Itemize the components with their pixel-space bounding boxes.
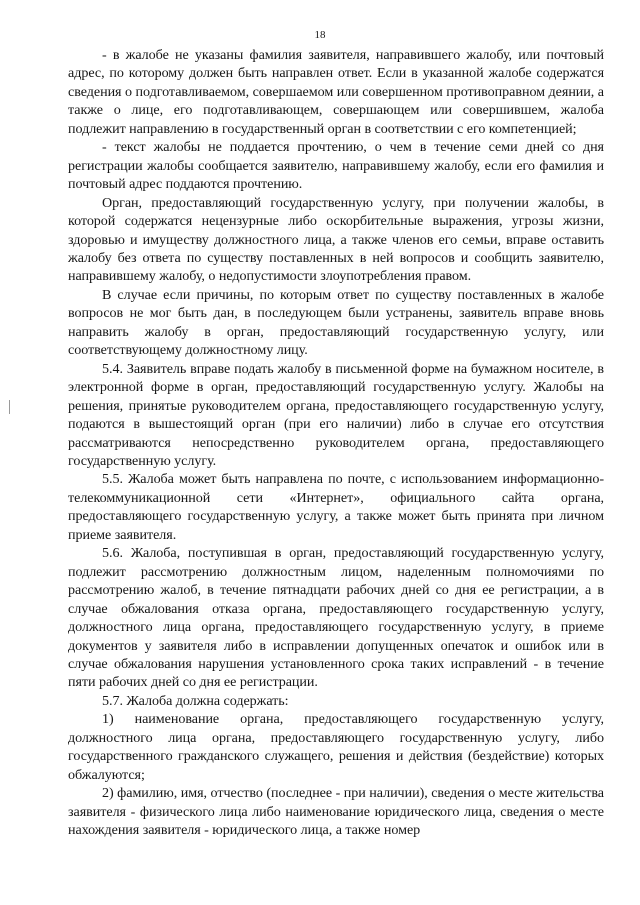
paragraph-unreadable-text: - текст жалобы не поддается прочтению, о чем в течение семи дней со дня регистрации жалобы сообщается заявителю, направившему жалобу, если его фамилия и почтовый адрес поддаются прочтению. — [68, 139, 604, 193]
paragraph-5-7-item-2: 2) фамилию, имя, отчество (последнее - при наличии), сведения о месте жительства заявителя - физического лица либо наименование юридического лица, сведения о месте нахождения заявителя - юридического лица, а также номер — [68, 785, 604, 839]
paragraph-5-7: 5.7. Жалоба должна содержать: — [102, 692, 289, 709]
paragraph-5-4: 5.4. Заявитель вправе подать жалобу в письменной форме на бумажном носителе, в электронной форме в орган, предоставляющий государственную услугу. Жалобы на решения, принятые руководителем органа, предоставляющего государственную услугу, подаются в вышестоящий орган (при его наличии) либо в случае его отсутствия рассматриваются непосредственно руководителем органа, предоставляющего государственную услугу. — [68, 360, 604, 469]
paragraph-abusive-language: Орган, предоставляющий государственную услугу, при получении жалобы, в которой содержатся нецензурные либо оскорбительные выражения, угрозы жизни, здоровью и имуществу должностного лица, а также членов его семьи, вправе оставить жалобу без ответа по существу поставленных в ней вопросов и сообщить заявителю, направившему жалобу, о недопустимости злоупотребления правом. — [68, 194, 604, 285]
margin-scan-mark — [9, 400, 10, 414]
paragraph-5-6: 5.6. Жалоба, поступившая в орган, предоставляющий государственную услугу, подлежит рассмотрению должностным лицом, наделенным полномочиями по рассмотрению жалоб, в течение пятнадцати рабочих дней со дня ее регистрации, а в случае обжалования отказа органа, предоставляющего государственную услугу, должностного лица органа, предоставляющего государственную услугу, в приеме документов у заявителя либо в исправлении допущенных опечаток и ошибок или в случае обжалования нарушения установленного срока таких исправлений - в течение пяти рабочих дней со дня ее регистрации. — [68, 545, 604, 691]
paragraph-complaint-no-sender: - в жалобе не указаны фамилия заявителя, направившего жалобу, или почтовый адрес, по которому должен быть направлен ответ. Если в указанной жалобе содержатся сведения о подготавливаемом, совершаемом или совершенном противоправном деянии, а также о лице, его подготавливающем, совершающем или совершившем, жалоба подлежит направлению в государственный орган в соответствии с его компетенцией; — [68, 47, 604, 137]
paragraph-5-7-item-1: 1) наименование органа, предоставляющего государственную услугу, должностного лица органа, предоставляющего государственную услугу, либо государственного гражданского служащего, решения и действия (бездействие) которых обжалуются; — [68, 711, 604, 783]
page-number: 18 — [314, 29, 326, 41]
document-body — [68, 46, 604, 839]
paragraph-reasons-eliminated: В случае если причины, по которым ответ по существу поставленных в жалобе вопросов не мог быть дан, в последующем были устранены, заявитель вправе вновь направить жалобу в орган, предоставляющий государственную услугу, или соответствующему должностному лицу. — [68, 286, 604, 359]
paragraph-5-5: 5.5. Жалоба может быть направлена по почте, с использованием информационно-телекоммуникационной сети «Интернет», официального сайта органа, предоставляющего государственную услугу, а также может быть принята при личном приеме заявителя. — [68, 471, 604, 543]
